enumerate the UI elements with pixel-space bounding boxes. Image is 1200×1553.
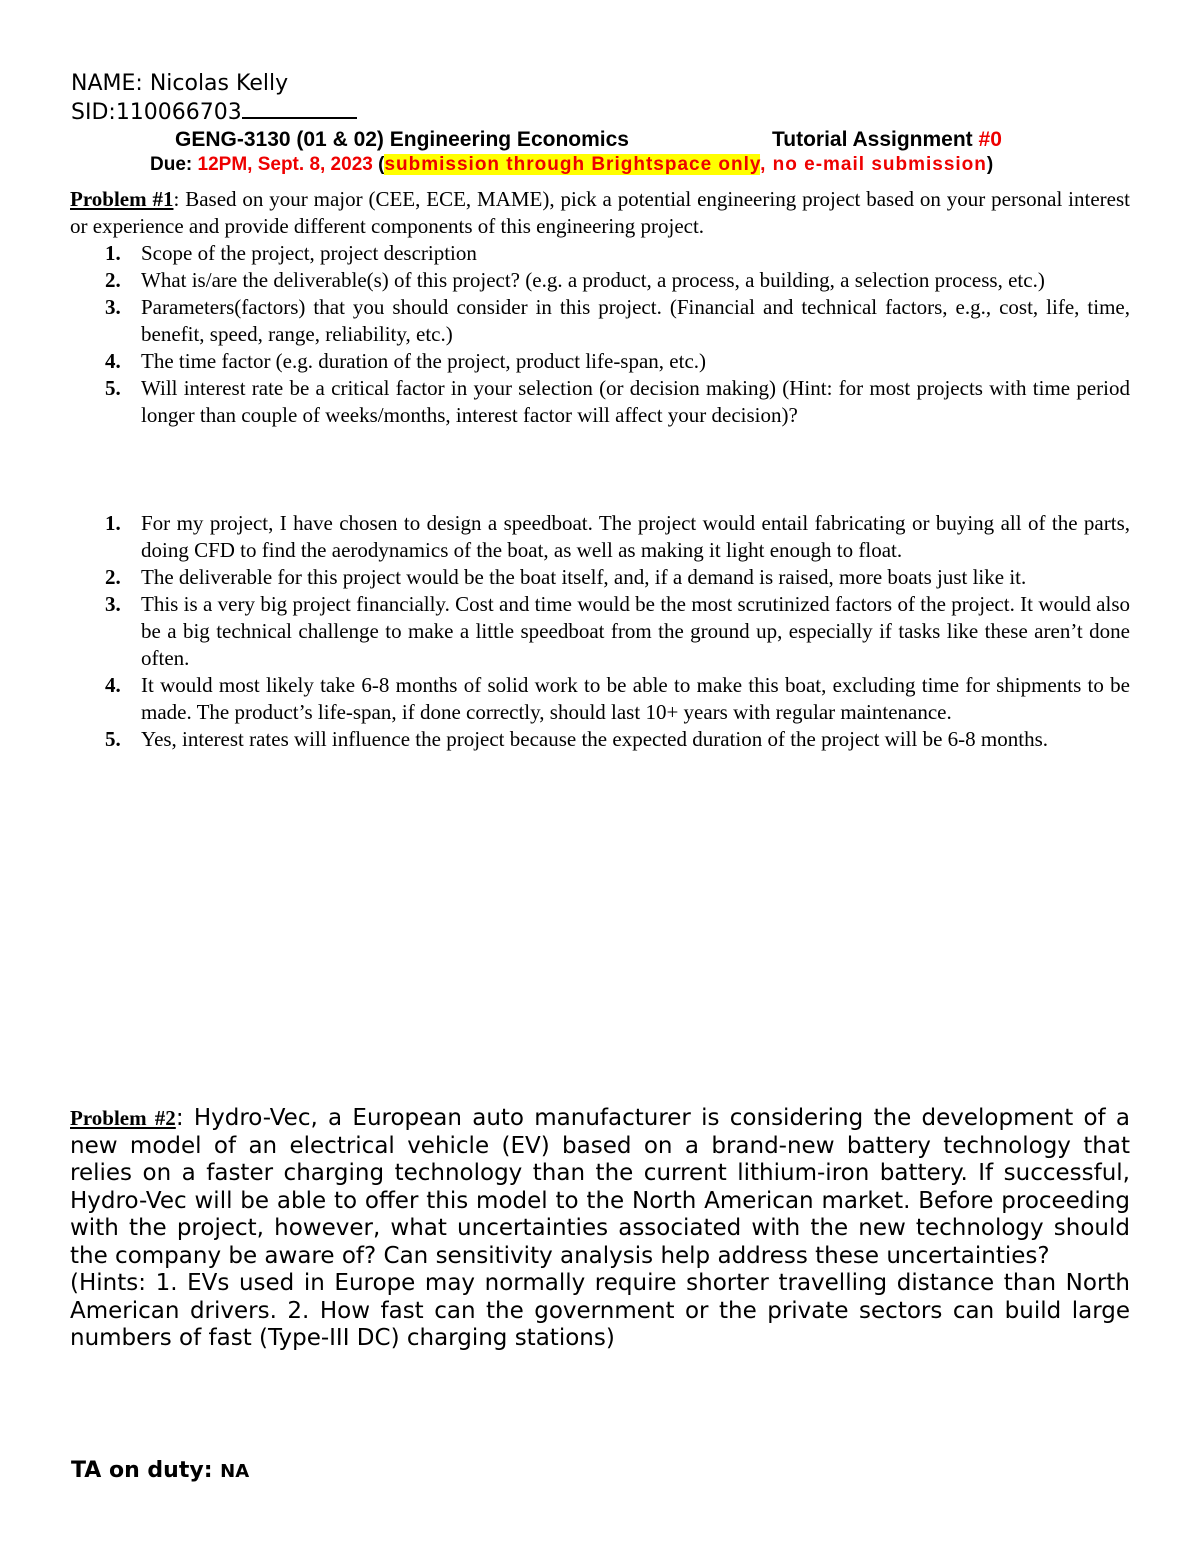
problem-1-prompt bbox=[70, 186, 1130, 240]
ta-on-duty-line bbox=[71, 1457, 249, 1486]
problem-2-hints: (Hints: 1. EVs used in Europe may normally require shorter travelling distance than North American drivers. 2. How fast can the government or the private sectors can build large numbers of fast (Type-III DC) charging stations) bbox=[70, 1270, 1130, 1351]
sid-underline bbox=[242, 97, 357, 119]
submission-highlight: submission through Brightspace only bbox=[384, 154, 761, 175]
assignment-title: Tutorial Assignment #0 bbox=[772, 128, 1002, 151]
name-label: NAME: bbox=[71, 71, 143, 96]
course-title-line bbox=[175, 126, 1002, 154]
student-name-line bbox=[71, 70, 288, 98]
ta-value: NA bbox=[220, 1461, 250, 1482]
list-item: 4. It would most likely take 6-8 months of solid work to be able to make this boat, excluding time for shipments to be made. The product’s life-span, if done correctly, should last 10+ years with regular maintenance. bbox=[105, 673, 1130, 724]
list-item: 5. Yes, interest rates will influence the project because the expected duration of the project will be 6-8 months. bbox=[105, 727, 1048, 751]
list-item: 2. What is/are the deliverable(s) of this project? (e.g. a product, a process, a building, a selection process, etc.) bbox=[105, 268, 1045, 292]
problem-1-text: : Based on your major (CEE, ECE, MAME), pick a potential engineering project based on your personal interest or experience and provide different components of this engineering project. bbox=[70, 187, 1130, 238]
list-item: 1. Scope of the project, project description bbox=[105, 241, 477, 265]
due-line bbox=[150, 152, 993, 178]
problem-1-answers bbox=[70, 510, 1130, 753]
paren-close: ) bbox=[986, 154, 994, 175]
name-value: Nicolas Kelly bbox=[149, 71, 289, 96]
list-item: 1. For my project, I have chosen to design a speedboat. The project would entail fabricating or buying all of the parts, doing CFD to find the aerodynamics of the boat, as well as making it light enough to float. bbox=[105, 511, 1130, 562]
list-item: 5. Will interest rate be a critical factor in your selection (or decision making) (Hint: for most projects with time period longer than couple of weeks/months, interest factor will affect your decision)? bbox=[105, 376, 1130, 427]
sid-value: 110066703 bbox=[115, 100, 242, 125]
list-item: 2. The deliverable for this project would be the boat itself, and, if a demand is raised, more boats just like it. bbox=[105, 565, 1027, 589]
due-date: 12PM, Sept. 8, 2023 bbox=[197, 154, 373, 175]
problem-1-questions bbox=[70, 240, 1130, 429]
due-label: Due: bbox=[150, 154, 193, 175]
problem-2-text: Hydro-Vec, a European auto manufacturer is considering the development of a new model of an electrical vehicle (EV) based on a brand-new battery technology that relies on a faster charging technology than the current lithium-iron battery. If successful, Hydro-Vec will be able to offer this model to the North American market. Before proceeding with the project, however, what uncertainties associated with the new technology should the company be aware of? Can sensitivity analysis help address these uncertainties? bbox=[70, 1105, 1131, 1269]
course-title: GENG-3130 (01 & 02) Engineering Economics bbox=[175, 128, 629, 151]
problem-1-label: Problem #1 bbox=[70, 187, 174, 211]
submission-rest: , no e-mail submission bbox=[760, 154, 987, 175]
problem-2-label: Problem #2 bbox=[70, 1106, 176, 1130]
problem-2-prompt: Problem #2: Hydro-Vec, a European auto manufacturer is considering the development of a new model of an electrical vehicle (EV) based on a brand-new battery technology that relies on a faster charging technology than the current lithium-iron battery. If successful, Hydro-Vec will be able to offer this model to the North American market. Before proceeding with the project, however, what uncertainties associated with the new technology should the company be aware of? Can sensitivity analysis help address these uncertainties? (Hints: 1. EVs used in Europe may normally require shorter travelling distance than North American drivers. 2. How fast can the government or the private sectors can build large numbers of fast (Type-III DC) charging stations) bbox=[70, 1105, 1131, 1351]
list-item: 4. The time factor (e.g. duration of the project, product life-span, etc.) bbox=[105, 349, 707, 373]
list-item: 3. This is a very big project financially. Cost and time would be the most scrutinized factors of the project. It would also be a big technical challenge to make a little speedboat from the ground up, especially if tasks like these aren’t done often. bbox=[105, 592, 1130, 670]
sid-label: SID: bbox=[71, 100, 116, 125]
ta-label: TA on duty: bbox=[71, 1458, 213, 1483]
paren-open: ( bbox=[378, 154, 385, 175]
list-item: 3. Parameters(factors) that you should consider in this project. (Financial and technical factors, e.g., cost, life, time, benefit, speed, range, reliability, etc.) bbox=[105, 295, 1130, 346]
student-id-line bbox=[71, 97, 357, 127]
assignment-number: #0 bbox=[978, 128, 1002, 151]
